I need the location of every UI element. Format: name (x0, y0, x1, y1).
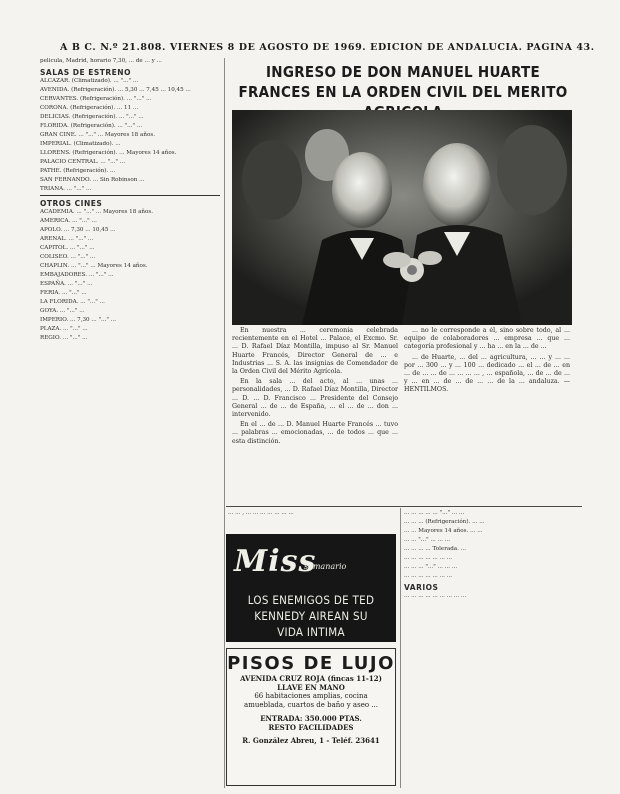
article-headline: INGRESO DE DON MANUEL HUARTE FRANCES EN LA ORDEN CIVIL DEL MERITO (238, 63, 568, 101)
listing-paragraph: ... ... ... "..." ... ... ... (404, 564, 458, 570)
pisos-title: PISOS DE LUJO (227, 653, 395, 674)
cinema-listing: TRIANA. ... "..." ... (40, 186, 92, 192)
listing-paragraph: ... ... ... ... ... ... ... ... ... (404, 593, 467, 599)
miss-brand: Miss (234, 544, 317, 579)
miss-headline (226, 592, 396, 640)
cinema-listing: REGIO. ... "..." ... (40, 335, 88, 341)
miss-magazine-ad (226, 534, 396, 642)
column-divider (400, 508, 401, 788)
otros-cines-listings (40, 209, 220, 342)
cinema-listings-column (40, 58, 220, 788)
cinema-listing: GOYA. ... "..." ... (40, 308, 85, 314)
listings-right-column (404, 510, 580, 788)
section-divider (40, 195, 220, 196)
ceremony-photo-image (232, 110, 572, 325)
article-body-right (404, 327, 570, 507)
article-paragraph: ... no le corresponde a él, sino sobre todo, al ... equipo de colaboradores ... empresa ... que ... categoría profesional y ... ha ... en la ... de ... (404, 327, 570, 351)
pisos-entrada: ENTRADA: 350.000 PTAS. (260, 714, 362, 723)
cinema-listing: AMERICA. ... "..." ... (40, 218, 97, 224)
listing-paragraph: ... ... ... (Refrigeración). ... ... (404, 519, 485, 525)
miss-subtitle: semanario (304, 562, 347, 571)
miss-line: VIDA INTIMA (277, 625, 345, 639)
article-body-left (232, 327, 398, 507)
right-listings (404, 510, 580, 580)
cinema-listing: AVENIDA. (Refrigeración). ... 5,30 ... 7,45 ... 10,45 ... (40, 87, 191, 93)
cinema-listing: LA FLORIDA. ... "..." ... (40, 299, 105, 305)
pisos-facilidades: RESTO FACILIDADES (268, 723, 354, 732)
cinema-listing: CAPITOL. ... "..." ... (40, 245, 95, 251)
cinema-listing: PALACIO CENTRAL. ... "..." ... (40, 159, 126, 165)
article-photo (232, 110, 572, 325)
cinema-listing: PLAZA. ... "..." ... (40, 326, 88, 332)
cinema-listing: SAN FERNANDO. ... Sin Robinson ... (40, 177, 145, 183)
article-paragraph: En la sala ... del acto, al ... unas ... personalidades, ... D. Rafael Díaz Montilla, Director ... D. ... D. Francisco ... Presidente del Consejo General ... de ... de España, ... el ... de ... don ... intervenido. (232, 378, 398, 419)
article-paragraph: En nuestra ... ceremonia celebrada recientemente en el Hotel ... Palace, el Excmo. Sr. ... D. Rafael Díaz Montilla, impuso al Sr. Manuel Huarte Francés, Director General de ... e Industrias ... S. A. las insignias de Comendador de la Orden Civil del Mérito Agrícola. (232, 327, 398, 376)
listing-paragraph: ... ... ... ... ... ... ... (404, 555, 453, 561)
listing-intro: pelicula, Madrid, horario 7,30, ... de ... y ... (40, 58, 162, 64)
listing-paragraph: ... ... "..." ... ... ... (404, 537, 451, 543)
listing-paragraph: ... ... ... ... ... ... ... (404, 573, 453, 579)
cinema-listing: EMBAJADORES. ... "..." ... (40, 272, 114, 278)
section-title-otros-cines: OTROS CINES (40, 199, 103, 208)
article-paragraph: En el ... de ... D. Manuel Huarte Francés ... tuvo ... palabras ... emocionadas, ... de todos ... que ... esta distinción. (232, 421, 398, 445)
cinema-listing: ARENAL. ... "..." ... (40, 236, 94, 242)
cinema-listing: DELICIAS. (Refrigeración). ... "..." ... (40, 114, 144, 120)
varios-listings (404, 593, 580, 600)
cinema-listing: COLISEO. ... "..." ... (40, 254, 96, 260)
miss-line: LOS ENEMIGOS DE TED (247, 593, 375, 607)
cinema-listing: CERVANTES. (Refrigeración). ... "..." ... (40, 96, 152, 102)
cinema-listing: IMPERIAL. (Climatizado). ... (40, 141, 121, 147)
pisos-de-lujo-ad (226, 648, 396, 786)
listing-paragraph: ... ... ... ... Tolerada. ... (404, 546, 467, 552)
section-title-varios: VARIOS (404, 583, 439, 592)
article-paragraph: ... de Huarte, ... del ... agricultura, ... ... y ... ... por ... 300 ... y ... 100 ... dedicado ... el ... de ... en ... de ... ... de ... ... ... ... , ... española, ... de ... de ... y ... en ... de ... de ... ... de la ... andaluza. — HENTILMOS. (404, 353, 570, 394)
cinema-listing: LLORENS. (Refrigeración). ... Mayores 14 años. (40, 150, 177, 156)
listing-paragraph: ... ... ... ... ... "..." ... ... (404, 510, 465, 516)
estreno-listings (40, 78, 220, 193)
cinema-listing: ESPAÑA. ... "..." ... (40, 281, 93, 287)
pisos-description: 66 habitaciones amplias, cocina amueblada, cuartos de baño y aseo ... (244, 692, 378, 709)
cinema-listing: FERIA. ... "..." ... (40, 290, 87, 296)
miss-line: KENNEDY AIREAN SU (254, 609, 368, 623)
cinema-listing: ACADEMIA. ... "..." ... Mayores 18 años. (40, 209, 154, 215)
page-header: A B C. N.º 21.808. VIERNES 8 DE AGOSTO DE 1969. EDICION DE ANDALUCIA. PAGINA 43. (60, 42, 595, 53)
pisos-address: AVENIDA CRUZ ROJA (fincas 11-12) (240, 674, 382, 683)
pisos-contact: R. González Abreu, 1 - Teléf. 23641 (242, 736, 380, 745)
cinema-listing: PATHE. (Refrigeración). ... (40, 168, 116, 174)
cinema-listing: CHAPLIN. ... "..." ... Mayores 14 años. (40, 263, 148, 269)
cinema-listing: CORONA. (Refrigeración). ... 11 ... (40, 105, 139, 111)
cinema-listing: FLORIDA. (Refrigeración). ... "..." ... (40, 123, 143, 129)
section-title-estreno: SALAS DE ESTRENO (40, 68, 131, 77)
pisos-llave: LLAVE EN MANO (277, 683, 345, 692)
byline-text: ... ... , ... ... ... ... ... ... ... (228, 510, 294, 516)
column-divider (224, 58, 225, 788)
cinema-listing: APOLO. ... 7,30 ... 10,45 ... (40, 227, 116, 233)
cinema-listing: GRAN CINE. ... "..." ... Mayores 18 años. (40, 132, 155, 138)
listing-paragraph: ... ... Mayores 14 años. ... ... (404, 528, 483, 534)
cinema-listing: IMPERIO. ... 7,30 ... "..." ... (40, 317, 117, 323)
cinema-listing: ALCAZAR. (Climatizado). ... "..." ... (40, 78, 139, 84)
